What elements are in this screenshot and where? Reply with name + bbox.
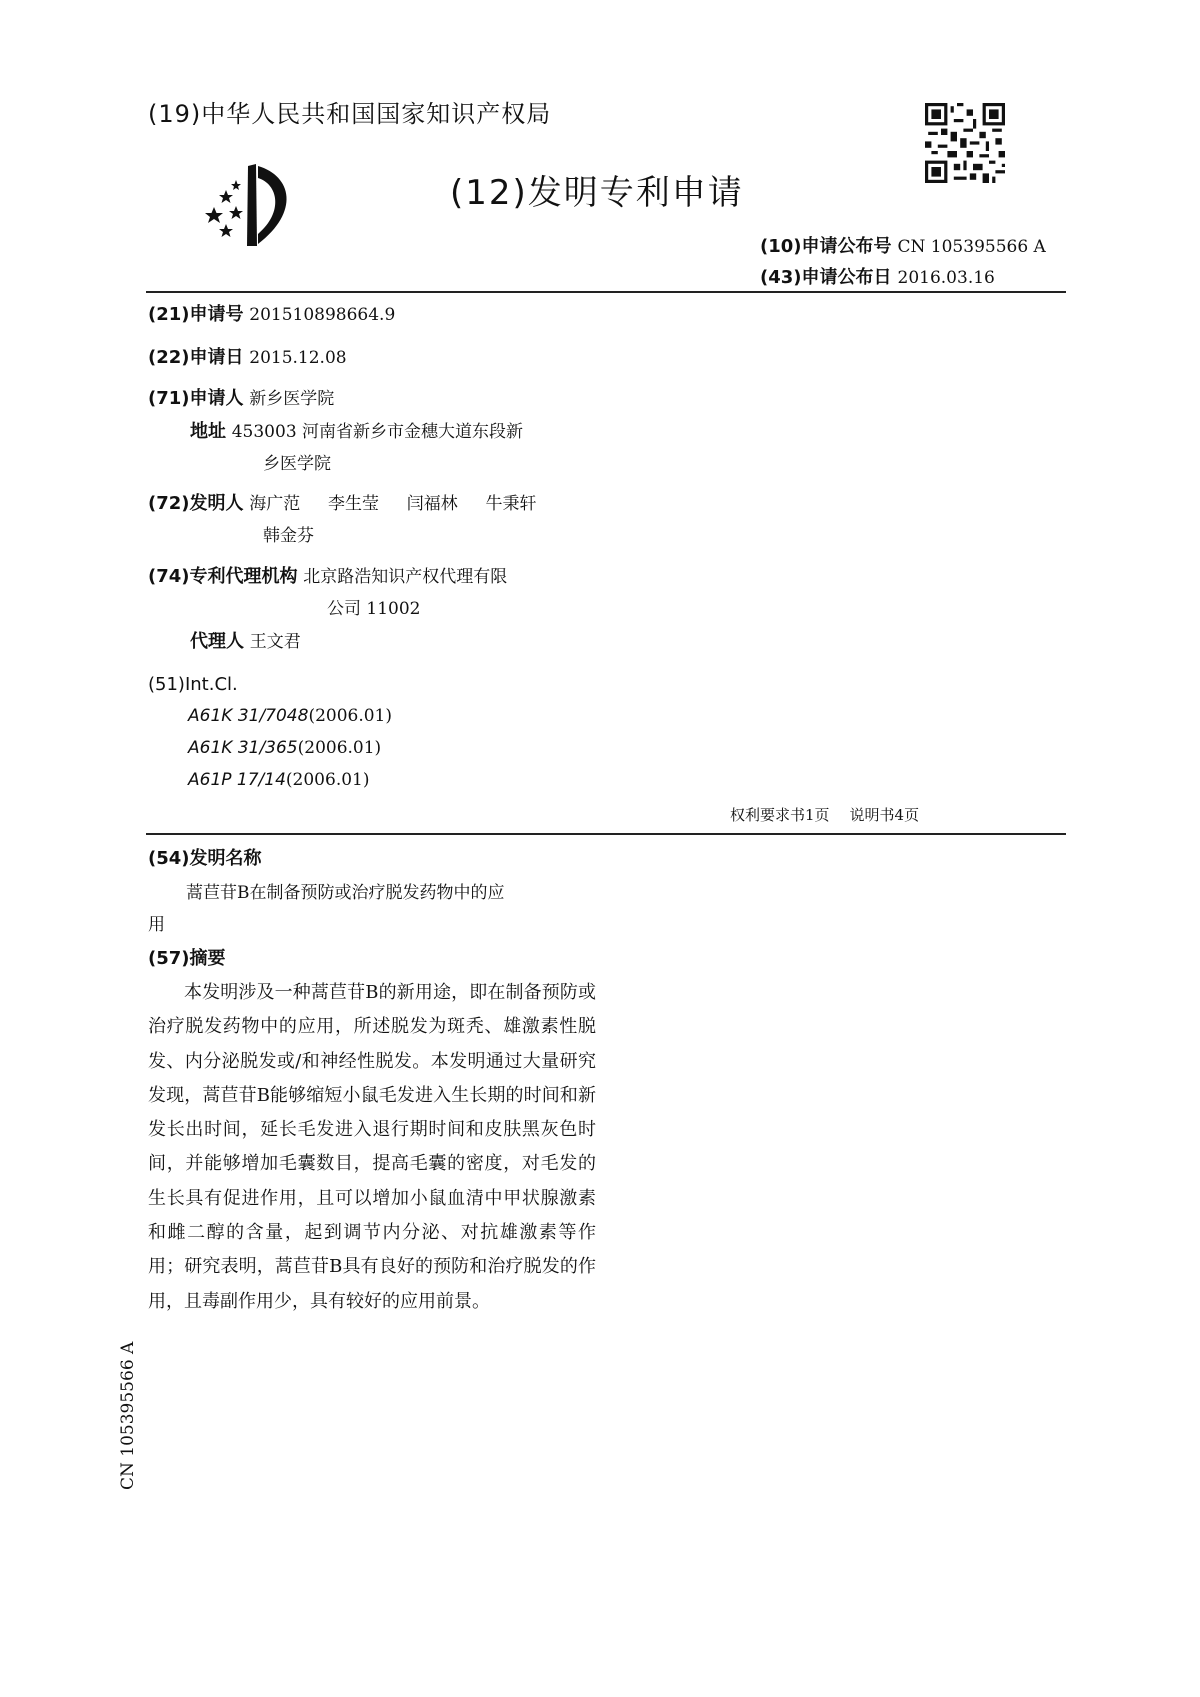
star-icon bbox=[205, 207, 223, 223]
side-publication-number: CN 105395566 A bbox=[118, 1341, 138, 1490]
publication-date-row bbox=[760, 263, 995, 289]
qr-code bbox=[925, 103, 1005, 183]
abstract-text: 本发明涉及一种蒿苣苷B的新用途，即在制备预防或治疗脱发药物中的应用，所述脱发为斑秃、雄激素性脱发、内分泌脱发或/和神经性脱发。本发明通过大量研究发现，蒿苣苷B能够缩短小鼠毛发进入生长期的时间和新发长出时间，延长毛发进入退行期时间和皮肤黑灰色时间，并能够增加毛囊数目，提高毛囊的密度，对毛发的生长具有促进作用，且可以增加小鼠血清中甲状腺激素和雌二醇的含量，起到调节内分泌、对抗雄激素等作用；研究表明，蒿苣苷B具有良好的预防和治疗脱发的作用，且毒副作用少，具有较好的应用前景。 bbox=[148, 982, 596, 1312]
inventor: 李生莹 bbox=[327, 494, 379, 514]
page-count bbox=[730, 804, 919, 825]
publication-number-row bbox=[760, 232, 1046, 258]
inventor: 牛秉轩 bbox=[485, 494, 537, 514]
agent-label: 代理人 bbox=[190, 631, 244, 652]
application-date-row bbox=[148, 341, 347, 375]
application-date: 2015.12.08 bbox=[249, 348, 347, 368]
claims-pages: 权利要求书1页 bbox=[730, 806, 830, 824]
address-line-1: 453003 河南省新乡市金穗大道东段新 bbox=[231, 422, 524, 442]
agency-line-2: 公司 11002 bbox=[327, 599, 421, 619]
inventors-row bbox=[148, 487, 536, 521]
ipc-code: A61K 31/365 bbox=[188, 738, 298, 758]
agent-row bbox=[190, 625, 301, 659]
applicant-row bbox=[148, 382, 334, 416]
invention-title-label: (54)发明名称 bbox=[148, 848, 262, 869]
star-icon bbox=[219, 224, 233, 237]
ipc-class bbox=[188, 700, 392, 733]
publication-number: CN 105395566 A bbox=[897, 237, 1046, 257]
inventor: 韩金芬 bbox=[263, 526, 314, 546]
star-icon bbox=[231, 180, 241, 190]
publication-number-label: (10)申请公布号 bbox=[760, 236, 892, 257]
application-number-label: (21)申请号 bbox=[148, 304, 244, 325]
ipc-version: (2006.01) bbox=[297, 738, 382, 758]
cnipa-logo bbox=[200, 160, 310, 250]
publication-date: 2016.03.16 bbox=[897, 268, 995, 288]
inventors-label: (72)发明人 bbox=[148, 493, 244, 514]
header-divider bbox=[146, 291, 1066, 293]
ipc-code: A61K 31/7048 bbox=[188, 706, 309, 726]
agency-row bbox=[148, 560, 507, 594]
inventor: 海广范 bbox=[249, 494, 301, 514]
document-type: (12)发明专利申请 bbox=[450, 173, 744, 213]
description-pages: 说明书4页 bbox=[849, 806, 920, 824]
agency-label: (74)专利代理机构 bbox=[148, 566, 298, 587]
star-icon bbox=[229, 206, 243, 219]
application-number-row bbox=[148, 298, 395, 332]
invention-title-line-2: 用 bbox=[148, 915, 165, 935]
ipc-code: A61P 17/14 bbox=[188, 770, 286, 790]
biblio-divider bbox=[146, 833, 1066, 835]
agency-line-1: 北京路浩知识产权代理有限 bbox=[303, 567, 508, 587]
address-label: 地址 bbox=[190, 421, 226, 442]
abstract-label: (57)摘要 bbox=[148, 948, 226, 969]
ipc-class bbox=[188, 764, 370, 797]
application-number: 201510898664.9 bbox=[249, 305, 396, 325]
address-line-2: 乡医学院 bbox=[263, 454, 331, 474]
int-cl-label: (51)Int.Cl. bbox=[148, 674, 238, 695]
inventor: 闫福林 bbox=[406, 494, 458, 514]
applicant-label: (71)申请人 bbox=[148, 388, 244, 409]
agent: 王文君 bbox=[249, 632, 301, 652]
applicant: 新乡医学院 bbox=[249, 389, 335, 409]
ipc-class bbox=[188, 732, 381, 765]
ipc-version: (2006.01) bbox=[285, 770, 370, 790]
ipc-version: (2006.01) bbox=[308, 706, 393, 726]
address-row bbox=[190, 415, 523, 449]
publication-date-label: (43)申请公布日 bbox=[760, 267, 892, 288]
office-name: (19)中华人民共和国国家知识产权局 bbox=[148, 100, 552, 128]
star-icon bbox=[219, 190, 233, 203]
application-date-label: (22)申请日 bbox=[148, 347, 244, 368]
invention-title-line-1: 蒿苣苷B在制备预防或治疗脱发药物中的应 bbox=[186, 883, 505, 903]
